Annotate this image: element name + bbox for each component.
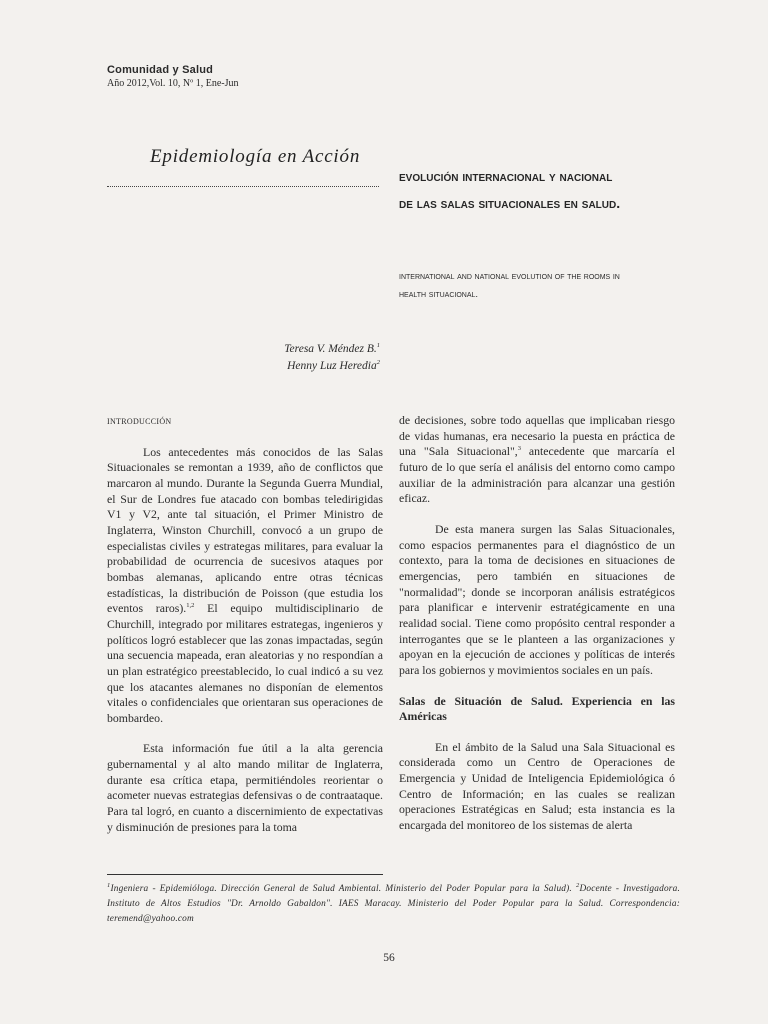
paragraph: de decisiones, sobre todo aquellas que implicaban riesgo de vidas humanas, era necesario la puesta en práctica de una "Sala Situacional",$^3$ antecedente que marcaría el futuro de lo que sería el análisis del entorno como campo auxiliar de la administración para alcanzar una gestión eficaz. — [399, 413, 675, 506]
journal-name: Comunidad y Salud — [107, 64, 214, 76]
article-title — [399, 163, 699, 217]
paragraph: Los antecedentes más conocidos de las Salas Situacionales se remontan a 1939, año de conflictos que marcaron al mundo. Durante la Segunda Guerra Mundial, el Sur de Londres fue atacado con bombas teledirigidas V1 y V2, ante tal situación, el Primer Ministro de Inglaterra, Winston Churchill, convocó a un grupo de especialistas civiles y estrategas militares, para evaluar la probabilidad de ocurrencia de sucesivos ataques por bombas alemanas, aplicando entre otras técnicas estadísticas, la distribución de Poisson (que estudia los eventos raros).$^{1,2}$ El equipo multidisciplinario de Churchill, integrado por militares estrategas, ingenieros y políticos logró establecer que las zonas impactadas, según una secuencia mapeada, eran aleatorias y no respondían a un plan estratégico preestablecido, lo cual indicó a su vez que los atacantes alemanes no disponían de elementos vitales o confidenciales que orientaran sus operaciones de bombardeo. — [107, 444, 383, 725]
paragraph: De esta manera surgen las Salas Situacionales, como espacios permanentes para el diagnóstico de un contexto, para la toma de decisiones en situaciones de emergencias, pero también en situaciones de "normalidad"; donde se incorporan análisis estratégicos para planificar e intervenir estratégicamente en una realidad social. Tiene como propósito central responder a interrogantes que se le planteen a las organizaciones y apoyan en la ejecución de acciones y políticas de interés para los gobiernos y movimientos sociales en un país. — [399, 521, 675, 677]
dotted-divider — [107, 176, 379, 187]
author-2: Henny Luz Heredia$^2$ — [287, 359, 380, 372]
author-1: Teresa V. Méndez B.$^1$ — [284, 342, 380, 355]
section-label: Epidemiología en Acción — [150, 146, 361, 167]
title-line: evolución internacional y nacional — [399, 168, 613, 184]
section-heading: introducción — [107, 413, 172, 427]
issue-info: Año 2012,Vol. 10, Nº 1, Ene-Jun — [107, 78, 239, 89]
title-line: de las salas situacionales en salud. — [399, 195, 621, 211]
footnote: $^1$Ingeniera - Epidemióloga. Dirección General de Salud Ambiental. Ministerio del Poder Popular para la Salud). $^2$Docente - Investigadora. Instituto de Altos Estudios "Dr. Arnoldo Gabaldon". IAES Maracay. Ministerio del Poder Popular para la Salud. Correspondencia: teremend@yahoo.com — [107, 881, 681, 924]
english-title — [399, 268, 689, 304]
english-title-line: international and national evolution of the rooms in — [399, 271, 620, 282]
page-number: 56 — [383, 952, 395, 964]
column-right — [399, 413, 675, 834]
authors — [180, 341, 380, 375]
english-title-line: health situacional. — [399, 289, 479, 300]
column-left — [107, 413, 383, 835]
paragraph: En el ámbito de la Salud una Sala Situacional es considerada como un Centro de Operaciones de Emergencia y Unidad de Inteligencia Epidemiológica ó Centro de Información; en las cuales se realizan operaciones Estratégicas en Salud; esta instancia es la encargada del monitoreo de los sistemas de alerta — [399, 739, 675, 833]
subheading: Salas de Situación de Salud. Experiencia en las Américas — [399, 693, 675, 724]
footnote-rule — [107, 874, 383, 875]
paragraph: Esta información fue útil a la alta gerencia gubernamental y al alto mando militar de Inglaterra, durante esa crítica etapa, permitiéndoles reorientar o acometer nuevas estrategias defensivas o de contraataque. Para tal logró, en cuanto a discernimiento de expectativas y disminución de presiones para la toma — [107, 741, 383, 834]
